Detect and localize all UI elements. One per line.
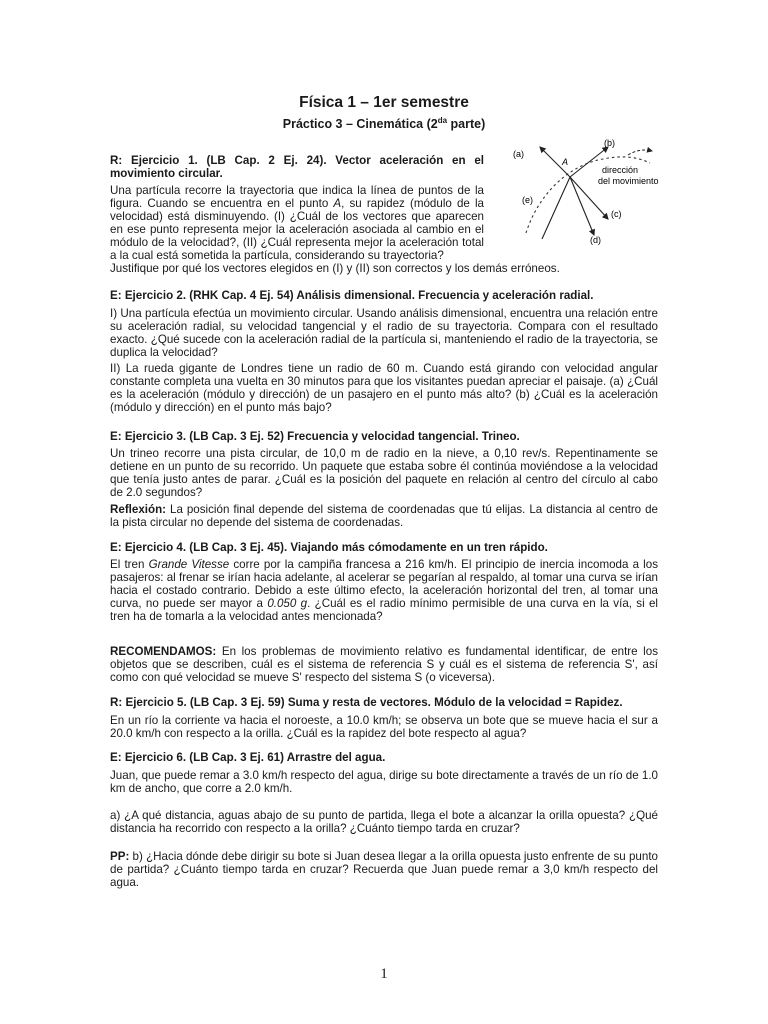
ejercicio6-part-a: a) ¿A qué distancia, aguas abajo de su punto de partida, llega el bote a alcanzar la orilla opuesta? ¿Qué distancia ha recorrido con respecto a la orilla? ¿Cuánto tiempo tarda en cruzar?	[110, 809, 658, 835]
ejercicio2-heading: E: Ejercicio 2. (RHK Cap. 4 Ej. 54) Análisis dimensional. Frecuencia y aceleración radial.	[110, 289, 594, 302]
trajectory-figure	[508, 135, 664, 247]
ejercicio3-heading: E: Ejercicio 3. (LB Cap. 3 Ej. 52) Frecuencia y velocidad tangencial. Trineo.	[110, 430, 520, 443]
fig-point-A: A	[562, 157, 569, 167]
ejercicio6-heading: E: Ejercicio 6. (LB Cap. 3 Ej. 61) Arrastre del agua.	[110, 751, 386, 764]
recomendamos-label: RECOMENDAMOS:	[110, 645, 217, 658]
ejercicio5-heading: R: Ejercicio 5. (LB Cap. 3 Ej. 59) Suma y resta de vectores. Módulo de la velocidad = Rapidez.	[110, 696, 623, 709]
recomendamos-note	[110, 645, 658, 684]
fig-direction-line1: dirección	[602, 165, 639, 175]
page-number: 1	[380, 966, 388, 982]
direction-arrow	[628, 150, 652, 155]
trajectory-diagram	[508, 135, 664, 247]
ejercicio5-paragraph: En un río la corriente va hacia el noroeste, a 10.0 km/h; se observa un bote que se mueve hacia el sur a 20.0 km/h con respecto a la orilla. ¿Cuál es la rapidez del bote respecto al agua?	[110, 714, 658, 740]
ejercicio4-heading: E: Ejercicio 4. (LB Cap. 3 Ej. 45). Viajando más cómodamente en un tren rápido.	[110, 541, 548, 554]
ejercicio1-justify: Justifique por qué los vectores elegidos en (I) y (II) son correctos y los demás erróneos.	[110, 262, 560, 275]
vector-e	[542, 177, 570, 239]
ej4-text-c: . ¿Cuál es el radio mínimo permisible de una curva en la vía, si el tren ha de tomarla a la velocidad antes mencionada?	[110, 597, 658, 623]
pp-label: PP:	[110, 850, 130, 863]
vector-d	[570, 177, 594, 235]
subtitle-text: Práctico 3 – Cinemática (2	[282, 117, 438, 131]
ej4-text-b: corre por la campiña francesa a 216 km/h. El principio de inercia incomoda a los pasajeros: al frenar se irían hacia adelante, al acelerar se pegarían al respaldo, al tomar una curva se irían hacia el costado contrario. Debido a este último efecto, la aceleración horizontal del tren, al tomar una curva, no puede ser mayor a	[110, 558, 659, 610]
document-title: Física 1 – 1er semestre	[299, 94, 469, 111]
ejercicio3-paragraph: Un trineo recorre una pista circular, de 10,0 m de radio en la nieve, a 0,10 rev/s. Repentinamente se detiene en un punto de su recorrido. Un paquete que estaba sobre él continúa moviéndose a la velocidad que tenía justo antes de parar. ¿Cuál es la posición del paquete en relación al centro del círculo al cabo de 2.0 segundos?	[110, 447, 658, 499]
reflexion-label: Reflexión:	[110, 503, 167, 516]
fig-label-a: (a)	[513, 149, 524, 159]
fig-label-e: (e)	[522, 195, 533, 205]
fig-label-d: (d)	[590, 235, 601, 245]
pp-text: b) ¿Hacia dónde debe dirigir su bote si Juan desea llegar a la orilla opuesta justo enfrente de su punto de partida? ¿Cuánto tiempo tarda en cruzar? Recuerda que Juan puede remar a 3,0 km/h respecto del agua.	[110, 850, 658, 889]
ej4-g-value: 0.050 g	[267, 597, 308, 610]
ej4-text-a: El tren	[110, 558, 149, 571]
recomendamos-text: En los problemas de movimiento relativo es fundamental identificar, de entre los objetos que se describen, cuál es el sistema de referencia S y cuál es el sistema de referencia S', así como con qué velocidad se mueve S' respecto del sistema S (o viceversa).	[110, 645, 658, 684]
reflexion-text: La posición final depende del sistema de coordenadas que tú elijas. La distancia al centro de la pista circular no depende del sistema de coordenadas.	[110, 503, 658, 529]
ej1-text-a: Una partícula recorre la trayectoria que indica la línea de puntos de la figura. Cuando se encuentra en el punto	[110, 184, 484, 210]
document-subtitle	[0, 117, 768, 131]
ejercicio6-paragraph: Juan, que puede remar a 3.0 km/h respecto del agua, dirige su bote directamente a través de un río de 1.0 km de ancho, que corre a 2.0 km/h.	[110, 769, 658, 795]
ejercicio3-reflexion	[110, 503, 658, 529]
fig-label-c: (c)	[611, 209, 622, 219]
ej1-text-b: , su rapidez (módulo de la velocidad) está disminuyendo. (I) ¿Cuál de los vectores que aparecen en ese punto representa mejor la aceleración asociada al cambio en el módulo de la velocidad?, (II) ¿Cuál representa mejor la aceleración total a la cual está sometida la partícula, considerando su trayectoria?	[110, 197, 484, 262]
ej4-train-name: Grande Vitesse	[148, 558, 230, 571]
fig-label-b: (b)	[604, 138, 615, 148]
ejercicio2-part2: II) La rueda gigante de Londres tiene un radio de 60 m. Cuando está girando con velocidad angular constante completa una vuelta en 30 minutos para que los visitantes puedan apreciar el paisaje. (a) ¿Cuál es la aceleración (módulo y dirección) de un pasajero en el punto más alto? (b) ¿Cuál es la aceleración (módulo y dirección) en el punto más bajo?	[110, 362, 658, 414]
ejercicio6-part-b	[110, 850, 658, 889]
ejercicio4-paragraph	[110, 558, 658, 623]
ej1-point-label: A	[333, 197, 342, 210]
subtitle-superscript: da	[437, 116, 448, 125]
ejercicio1-paragraph	[110, 184, 484, 262]
ejercicio2-part1: I) Una partícula efectúa un movimiento circular. Usando análisis dimensional, encuentra una relación entre su aceleración radial, su velocidad tangencial y el radio de su trayectoria. Compara con el resultado exacto. ¿Qué sucede con la aceleración radial de la partícula si, manteniendo el radio de la trayectoria, se duplica la velocidad?	[110, 307, 658, 359]
subtitle-end: parte)	[447, 117, 486, 131]
ejercicio1-heading: R: Ejercicio 1. (LB Cap. 2 Ej. 24). Vector aceleración en el movimiento circular.	[110, 154, 484, 180]
fig-direction-line2: del movimiento	[598, 176, 659, 186]
